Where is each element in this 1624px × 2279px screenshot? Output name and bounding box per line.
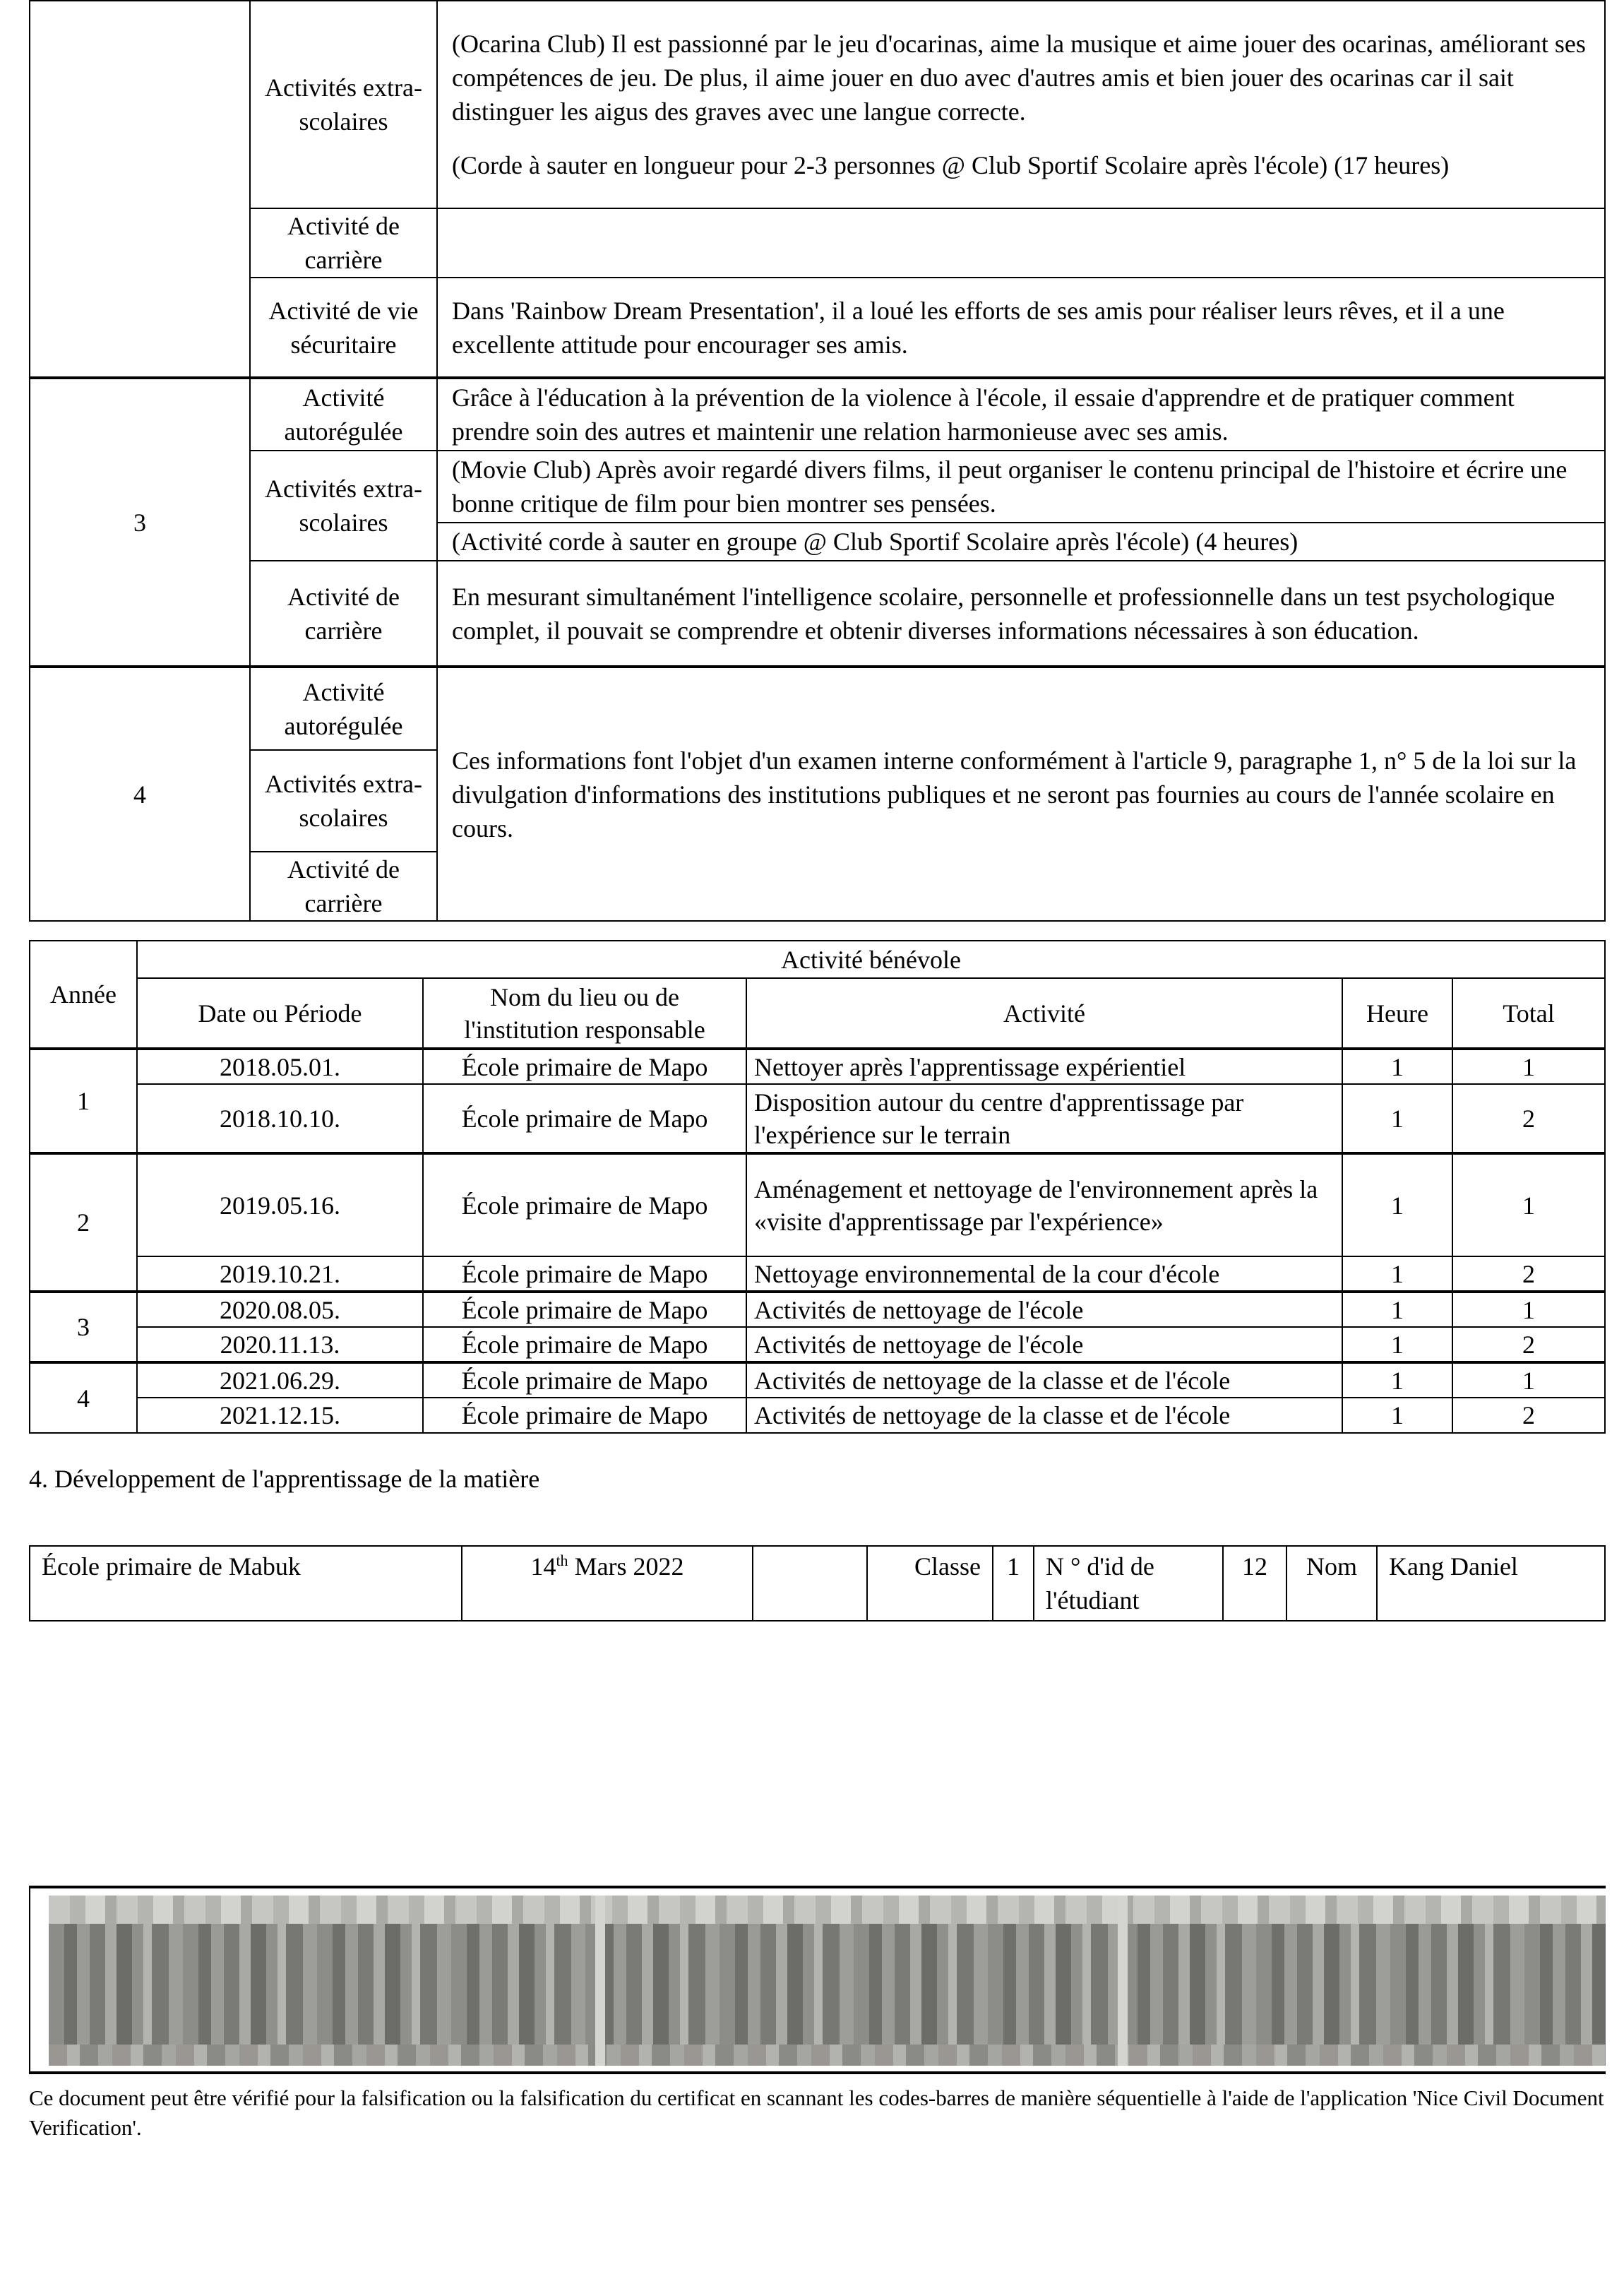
date-cell: 2019.05.16. [137,1153,423,1256]
header-place: Nom du lieu ou de l'institution responsable [423,978,746,1049]
description-cell: (Movie Club) Après avoir regardé divers films, il peut organiser le contenu principal de l'histoire et écrire une bonne critique de film pour bien montrer ses pensées. [437,451,1605,523]
class-value: 1 [993,1546,1034,1621]
date-cell: 2021.12.15. [137,1398,423,1433]
activity-cell: Nettoyage environnemental de la cour d'école [746,1256,1342,1292]
activity-cell: Nettoyer après l'apprentissage expérientiel [746,1049,1342,1084]
hours-cell: 1 [1342,1153,1452,1256]
name-label: Nom [1286,1546,1377,1621]
total-cell: 1 [1452,1153,1605,1256]
section-heading: 4. Développement de l'apprentissage de la matière [29,1465,540,1493]
hours-cell: 1 [1342,1398,1452,1433]
description-cell [437,1,1605,208]
volunteer-activity-table [29,940,1606,1434]
date-day: 14 [530,1552,556,1581]
place-cell: École primaire de Mapo [423,1049,746,1084]
barcode-highlight [595,1896,605,2066]
place-cell: École primaire de Mapo [423,1153,746,1256]
description-cell: (Activité corde à sauter en groupe @ Club Sportif Scolaire après l'école) (4 heures) [437,523,1605,561]
description-cell: En mesurant simultanément l'intelligence scolaire, personnelle et professionnelle dans un test psychologique complet, il pouvait se comprendre et obtenir diverses informations nécessaires à son éducation. [437,561,1605,667]
place-cell: École primaire de Mapo [423,1398,746,1433]
activity-cell: Aménagement et nettoyage de l'environnement après la «visite d'apprentissage par l'expérience» [746,1153,1342,1256]
year-cell: 2 [30,1153,137,1292]
hours-cell: 1 [1342,1256,1452,1292]
verification-footnote: Ce document peut être vérifié pour la falsification ou la falsification du certificat en scannant les codes-barres de manière séquentielle à l'aide de l'application 'Nice Civil Document Verification'. [29,2085,1604,2140]
year-cell [30,1,250,378]
category-cell: Activités extra-scolaires [250,750,437,852]
class-label: Classe [867,1546,993,1621]
date-cell: 2018.05.01. [137,1049,423,1084]
total-cell: 2 [1452,1327,1605,1362]
description-cell [437,208,1605,278]
description-text: (Ocarina Club) Il est passionné par le jeu d'ocarinas, aime la musique et aime jouer des ocarinas, améliorant ses compétences de jeu. De plus, il aime jouer en duo avec d'autres amis et bien jouer des ocarinas car il sait distinguer les aigus des graves avec une langue correcte. [452,30,1586,126]
total-cell: 2 [1452,1398,1605,1433]
total-cell: 2 [1452,1256,1605,1292]
place-cell: École primaire de Mapo [423,1084,746,1153]
header-group-volunteer: Activité bénévole [137,941,1605,978]
year-cell: 3 [30,1292,137,1362]
date-cell: 2018.10.10. [137,1084,423,1153]
student-id-value: 12 [1223,1546,1286,1621]
student-name: Kang Daniel [1377,1546,1605,1621]
barcode-highlight [1118,1896,1128,2066]
category-cell: Activités extra-scolaires [250,451,437,561]
category-cell: Activité de carrière [250,561,437,667]
activities-table [29,0,1606,922]
activity-cell: Activités de nettoyage de l'école [746,1327,1342,1362]
table-row [30,1398,1605,1433]
table-row [30,1362,1605,1398]
table-row [30,1256,1605,1292]
date-cell: 2021.06.29. [137,1362,423,1398]
table-row [30,1153,1605,1256]
hours-cell: 1 [1342,1049,1452,1084]
table-row [30,1327,1605,1362]
description-cell: Dans 'Rainbow Dream Presentation', il a loué les efforts de ses amis pour réaliser leurs rêves, et il a une excellente attitude pour encourager ses amis. [437,278,1605,378]
school-name: École primaire de Mabuk [30,1546,462,1621]
hours-cell: 1 [1342,1292,1452,1327]
place-cell: École primaire de Mapo [423,1362,746,1398]
year-cell: 4 [30,1362,137,1433]
hours-cell: 1 [1342,1362,1452,1398]
place-cell: École primaire de Mapo [423,1327,746,1362]
date-cell: 2019.10.21. [137,1256,423,1292]
report-date [462,1546,753,1621]
category-cell: Activité de carrière [250,852,437,921]
category-cell: Activité de carrière [250,208,437,278]
activity-cell: Activités de nettoyage de la classe et de l'école [746,1362,1342,1398]
year-cell: 1 [30,1049,137,1153]
category-cell: Activité autorégulée [250,667,437,750]
student-id-label: N ° d'id de l'étudiant [1034,1546,1223,1621]
place-cell: École primaire de Mapo [423,1292,746,1327]
header-hours: Heure [1342,978,1452,1049]
table-row [30,1084,1605,1153]
header-year: Année [30,941,137,1049]
activity-cell: Disposition autour du centre d'apprentissage par l'expérience sur le terrain [746,1084,1342,1153]
barcode-bars [49,1896,1606,2066]
date-suffix: th [556,1552,568,1569]
header-date: Date ou Période [137,978,423,1049]
total-cell: 1 [1452,1362,1605,1398]
student-info-table [29,1545,1606,1622]
header-activity: Activité [746,978,1342,1049]
category-cell: Activité autorégulée [250,378,437,451]
blank-cell [753,1546,867,1621]
category-cell: Activités extra-scolaires [250,1,437,208]
activity-cell: Activités de nettoyage de la classe et de l'école [746,1398,1342,1433]
table-row [30,1292,1605,1327]
hours-cell: 1 [1342,1084,1452,1153]
undisclosed-note-cell: Ces informations font l'objet d'un examen interne conformément à l'article 9, paragraphe 1, n° 5 de la loi sur la divulgation d'informations des institutions publiques et ne seront pas fournies au cours de l'année scolaire en cours. [437,667,1605,921]
total-cell: 2 [1452,1084,1605,1153]
hours-cell: 1 [1342,1327,1452,1362]
total-cell: 1 [1452,1292,1605,1327]
verification-barcode [29,1886,1606,2074]
header-total: Total [1452,978,1605,1049]
table-row [30,1049,1605,1084]
year-cell: 3 [30,378,250,667]
date-cell: 2020.08.05. [137,1292,423,1327]
date-cell: 2020.11.13. [137,1327,423,1362]
date-rest: Mars 2022 [568,1552,684,1581]
description-cell: Grâce à l'éducation à la prévention de la violence à l'école, il essaie d'apprendre et de pratiquer comment prendre soin des autres et maintenir une relation harmonieuse avec ses amis. [437,378,1605,451]
place-cell: École primaire de Mapo [423,1256,746,1292]
year-cell: 4 [30,667,250,921]
total-cell: 1 [1452,1049,1605,1084]
category-cell: Activité de vie sécuritaire [250,278,437,378]
description-text: (Corde à sauter en longueur pour 2-3 personnes @ Club Sportif Scolaire après l'école) (17 heures) [452,151,1450,179]
activity-cell: Activités de nettoyage de l'école [746,1292,1342,1327]
